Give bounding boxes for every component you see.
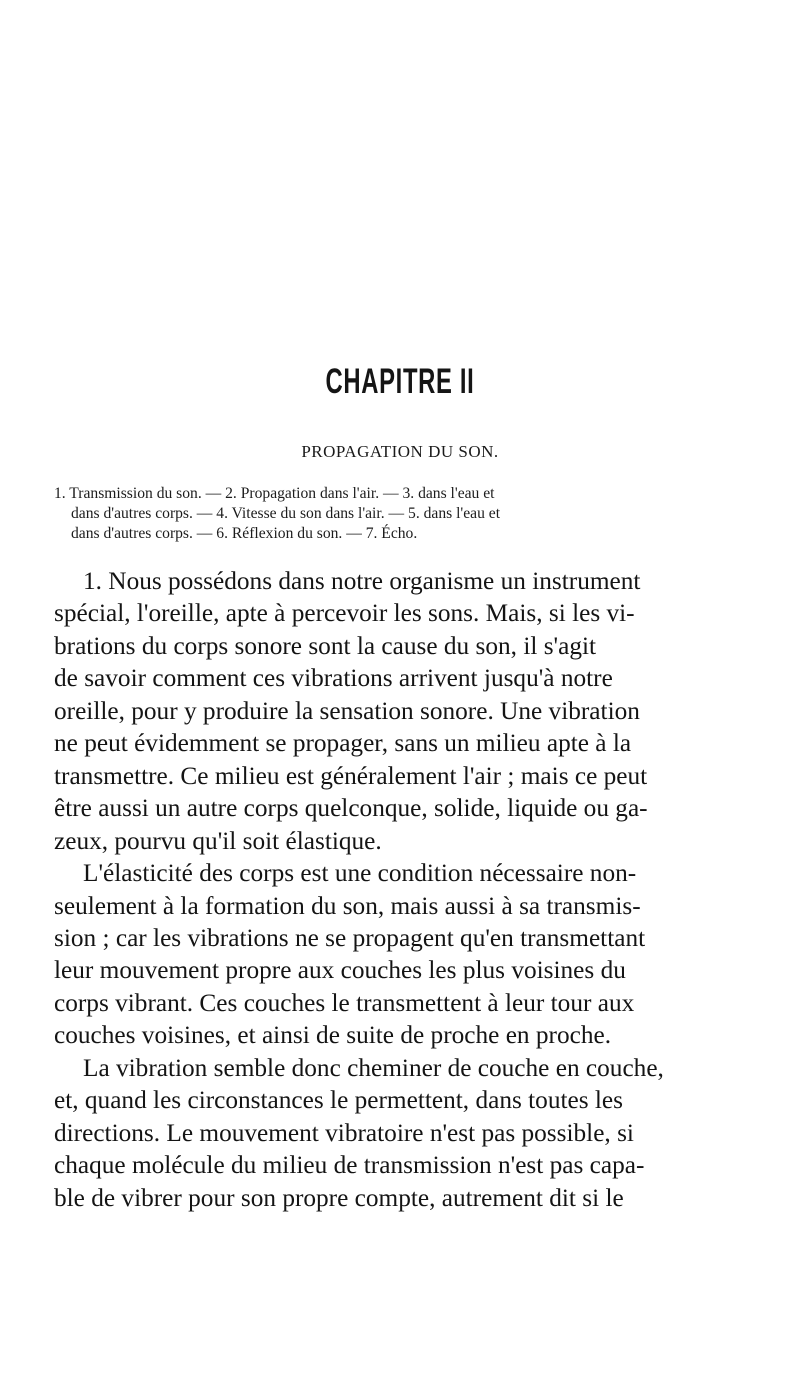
paragraph-line: ne peut évidemment se propager, sans un milieu apte à la (54, 729, 632, 758)
paragraph-line: de savoir comment ces vibrations arrivent jusqu'à notre (54, 664, 613, 693)
summary-line: 1. Transmission du son. — 2. Propagation dans l'air. — 3. dans l'eau et (54, 485, 495, 502)
paragraph-line: être aussi un autre corps quelconque, solide, liquide ou ga- (54, 794, 648, 823)
paragraph-line: seulement à la formation du son, mais aussi à sa transmis- (54, 891, 641, 920)
paragraph-line: corps vibrant. Ces couches le transmettent à leur tour aux (54, 988, 635, 1017)
body-text (54, 565, 774, 1214)
paragraph-line: directions. Le mouvement vibratoire n'est pas possible, si (54, 1118, 634, 1147)
paragraph-line: couches voisines, et ainsi de suite de proche en proche. (54, 1021, 612, 1050)
paragraph-line: sion ; car les vibrations ne se propagent qu'en transmettant (54, 923, 646, 952)
paragraph-line: L'élasticité des corps est une condition nécessaire non- (83, 859, 637, 888)
section-title: PROPAGATION DU SON. (301, 442, 499, 461)
paragraph-line: 1. Nous possédons dans notre organisme un instrument (83, 567, 641, 595)
paragraph-line: transmettre. Ce milieu est généralement l'air ; mais ce peut (54, 761, 648, 790)
paragraph-line: La vibration semble donc cheminer de couche en couche, (83, 1053, 664, 1082)
paragraph-line: leur mouvement propre aux couches les plus voisines du (54, 956, 626, 985)
chapter-title: CHAPITRE II (325, 362, 475, 401)
paragraph-line: brations du corps sonore sont la cause du son, il s'agit (54, 631, 597, 660)
chapter-summary (54, 484, 764, 544)
summary-line: dans d'autres corps. — 6. Réflexion du son. — 7. Écho. (71, 525, 418, 542)
paragraph-line: zeux, pourvu qu'il soit élastique. (54, 826, 382, 855)
paragraph-line: oreille, pour y produire la sensation sonore. Une vibration (54, 696, 640, 725)
paragraph-line: chaque molécule du milieu de transmission n'est pas capa- (54, 1151, 645, 1180)
summary-line: dans d'autres corps. — 4. Vitesse du son dans l'air. — 5. dans l'eau et (71, 505, 501, 522)
paragraph-line: et, quand les circonstances le permettent, dans toutes les (54, 1086, 623, 1115)
paragraph-line: ble de vibrer pour son propre compte, autrement dit si le (54, 1183, 624, 1212)
paragraph-line: spécial, l'oreille, apte à percevoir les sons. Mais, si les vi- (54, 599, 635, 628)
